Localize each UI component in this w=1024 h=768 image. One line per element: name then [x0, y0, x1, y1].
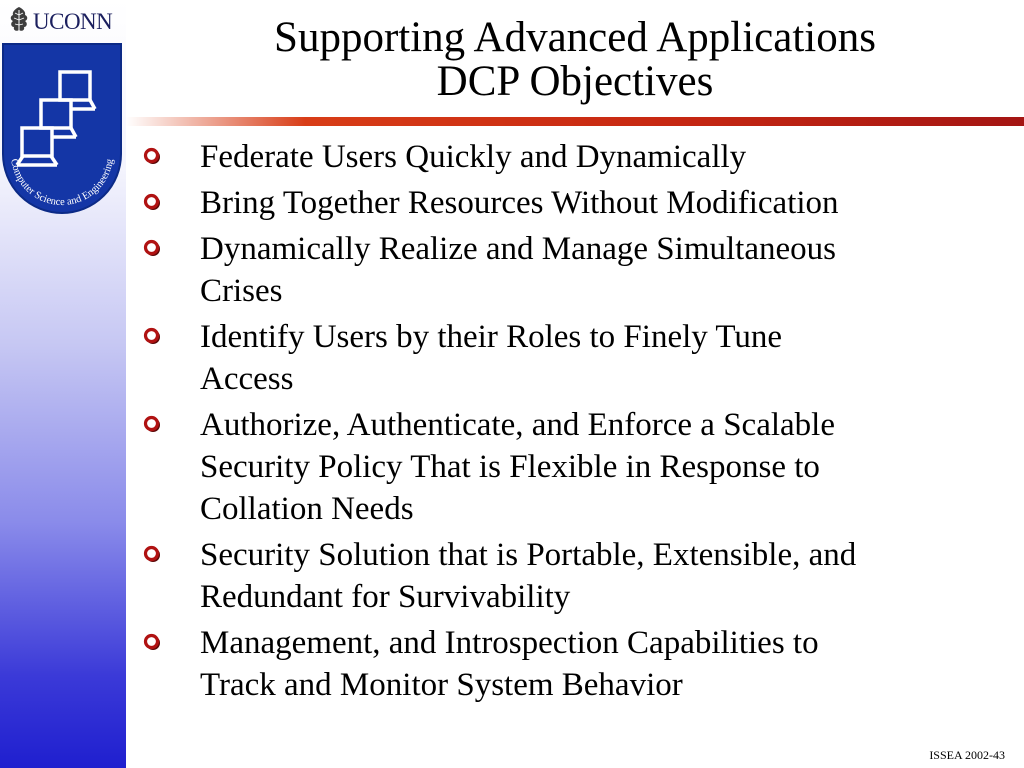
title-divider — [126, 117, 1024, 126]
slide-subtitle: DCP Objectives — [436, 58, 714, 105]
objectives-list — [140, 136, 1010, 710]
bullet-text-line: Bring Together Resources Without Modification — [200, 185, 839, 221]
list-item — [140, 404, 1010, 530]
list-item — [140, 534, 1010, 618]
bullet-text-line: Security Solution that is Portable, Extensible, and — [200, 537, 857, 573]
bullet-text-line: Redundant for Survivability — [200, 579, 571, 615]
bullet-text-line: Identify Users by their Roles to Finely Tune — [200, 319, 783, 355]
bullet-text-line: Authorize, Authenticate, and Enforce a Scalable — [200, 407, 835, 443]
list-item — [140, 136, 1010, 178]
bullet-circle-icon — [143, 327, 161, 345]
list-item — [140, 622, 1010, 706]
bullet-circle-icon — [143, 415, 161, 433]
slide-title: Supporting Advanced Applications — [274, 14, 876, 61]
bullet-circle-icon — [143, 193, 161, 211]
cse-logo — [1, 42, 123, 214]
bullet-circle-icon — [143, 147, 161, 165]
logo-caption: Computer Science and Engineering — [8, 158, 116, 209]
list-item — [140, 316, 1010, 400]
bullet-text-line: Crises — [200, 273, 283, 309]
uconn-wordmark: UCONN — [33, 9, 113, 34]
bullet-circle-icon — [143, 239, 161, 257]
bullet-text-line: Management, and Introspection Capabilities to — [200, 625, 819, 661]
bullet-circle-icon — [143, 633, 161, 651]
bullet-text-line: Dynamically Realize and Manage Simultaneous — [200, 231, 836, 267]
bullet-text-line: Security Policy That is Flexible in Response to — [200, 449, 820, 485]
list-item — [140, 182, 1010, 224]
university-brand — [2, 4, 124, 38]
bullet-circle-icon — [143, 545, 161, 563]
list-item — [140, 228, 1010, 312]
bullet-text-line: Federate Users Quickly and Dynamically — [200, 139, 747, 175]
bullet-text-line: Track and Monitor System Behavior — [200, 667, 683, 703]
bullet-text-line: Access — [200, 361, 294, 397]
bullet-text-line: Collation Needs — [200, 491, 414, 527]
oak-leaf-icon — [8, 6, 30, 36]
slide-footer: ISSEA 2002-43 — [929, 748, 1005, 762]
